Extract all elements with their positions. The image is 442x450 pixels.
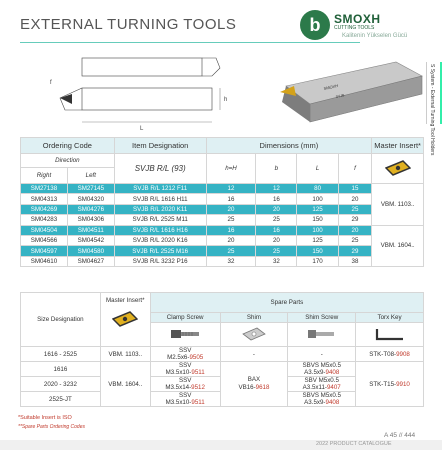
- cell-f: 20: [338, 225, 372, 235]
- header-size-designation: Size Designation: [21, 293, 101, 347]
- clamp-code-a: SSV: [178, 392, 192, 399]
- cell-size: 2020 - 3232: [21, 377, 101, 392]
- clamp-code-a: SSV: [178, 347, 192, 354]
- shim-icon: [241, 325, 267, 343]
- cell-insert: VBM. 1103..: [100, 347, 150, 362]
- cell-b: 20: [256, 204, 297, 214]
- cell-left: SM04580: [67, 246, 114, 256]
- cell-left: SM04627: [67, 256, 114, 266]
- header-item-designation: Item Designation: [114, 138, 206, 154]
- subheader-h: h=H: [206, 154, 256, 184]
- clamp-code-b: M3.5x14-: [165, 384, 192, 391]
- torx-code-b: 9910: [396, 380, 410, 388]
- cell-L: 150: [297, 215, 338, 225]
- header-dimensions: Dimensions (mm): [206, 138, 372, 154]
- header-master-insert: Master Insert*: [372, 138, 424, 154]
- drawing-label-f: f: [50, 80, 52, 86]
- clamp-screw-image-cell: [150, 323, 220, 347]
- cell-left: SM04320: [67, 194, 114, 204]
- cell-f: 29: [338, 246, 372, 256]
- cell-item: SVJB R/L 3232 P16: [114, 256, 206, 266]
- cell-size: 1616 - 2525: [21, 347, 101, 362]
- shim-screw-code-a: SBVS M5x0.5: [302, 392, 341, 399]
- drawing-label-h: h: [224, 97, 228, 103]
- cell-shim: [220, 362, 288, 407]
- header-clamp-screw: Clamp Screw: [150, 313, 220, 323]
- cell-right: SM27138: [21, 184, 68, 194]
- cell-master-insert-1: VBM. 1103..: [372, 184, 424, 226]
- torx-code-b: 9908: [396, 350, 410, 358]
- shim-screw-code-c: 9407: [326, 384, 341, 391]
- shim-screw-code-b: A3.5x9-: [304, 369, 326, 376]
- cell-right: SM04504: [21, 225, 68, 235]
- drawing-front-view-shank: [82, 88, 212, 110]
- clamp-screw-icon: [168, 325, 202, 343]
- clamp-code-c: 9511: [191, 399, 205, 406]
- clamp-code-b: M3.5x10-: [165, 369, 192, 376]
- cell-L: 125: [297, 235, 338, 245]
- cell-left: SM04276: [67, 204, 114, 214]
- tool-drawing: [20, 50, 240, 135]
- cell-f: 29: [338, 215, 372, 225]
- clamp-code-c: 9505: [189, 354, 204, 361]
- footnote-spare: **Spare Parts Ordering Codes: [18, 424, 85, 430]
- cell-b: 25: [256, 246, 297, 256]
- cell-h: 12: [206, 184, 256, 194]
- page-title: EXTERNAL TURNING TOOLS: [20, 16, 237, 33]
- subheader-f: f: [338, 154, 372, 184]
- cell-item: SVJB R/L 1616 H16: [114, 225, 206, 235]
- cell-item: SVJB R/L 1212 F11: [114, 184, 206, 194]
- header-master-insert-label: Master Insert*: [106, 297, 145, 304]
- torx-key-image-cell: [356, 323, 424, 347]
- cell-f: 38: [338, 256, 372, 266]
- cell-L: 150: [297, 246, 338, 256]
- drawing-label-L: L: [140, 126, 144, 132]
- cell-b: 12: [256, 184, 297, 194]
- cell-h: 16: [206, 225, 256, 235]
- cell-master-insert-2: VBM. 1604..: [372, 225, 424, 267]
- cell-clamp-screw: [150, 347, 220, 362]
- header-spare-parts: Spare Parts: [150, 293, 423, 313]
- clamp-code-b: M2.5x6-: [167, 354, 190, 361]
- photo-marking: SMOXH: [323, 83, 339, 91]
- footnote-insert: *Suitable Insert is ISO: [18, 415, 72, 421]
- title-divider: [20, 42, 360, 43]
- subheader-direction: Direction: [21, 154, 114, 168]
- subheader-svjb: SVJB R/L (93): [114, 154, 206, 184]
- insert-image-cell: [372, 154, 424, 184]
- tool-photo: [276, 56, 426, 136]
- logo-mark-icon: b: [300, 10, 330, 40]
- cell-h: 20: [206, 235, 256, 245]
- clamp-code-c: 9512: [191, 384, 205, 391]
- cell-left: SM27145: [67, 184, 114, 194]
- cell-f: 15: [338, 184, 372, 194]
- cell-left: SM04511: [67, 225, 114, 235]
- shim-screw-code-a: SBVS M5x0.5: [302, 362, 341, 369]
- cell-h: 20: [206, 204, 256, 214]
- cell-right: SM04283: [21, 215, 68, 225]
- subheader-b: b: [256, 154, 297, 184]
- cell-b: 16: [256, 225, 297, 235]
- header-ordering-code: Ordering Code: [21, 138, 115, 154]
- cell-shim-screw: [288, 362, 356, 377]
- cell-right: SM04597: [21, 246, 68, 256]
- cell-h: 25: [206, 215, 256, 225]
- cell-b: 16: [256, 194, 297, 204]
- shim-screw-code-a: SBV M5x0.5: [304, 377, 339, 384]
- cell-L: 100: [297, 194, 338, 204]
- cell-right: SM04313: [21, 194, 68, 204]
- drawing-top-view-shank: [82, 58, 202, 76]
- cell-h: 16: [206, 194, 256, 204]
- cell-insert: VBM. 1604..: [100, 362, 150, 407]
- clamp-code-a: SSV: [178, 362, 192, 369]
- spare-parts-table: [20, 292, 424, 407]
- header-shim: Shim: [220, 313, 288, 323]
- cell-clamp-screw: [150, 392, 220, 407]
- header-torx-key: Torx Key: [356, 313, 424, 323]
- shim-screw-image-cell: [288, 323, 356, 347]
- cell-left: SM04542: [67, 235, 114, 245]
- insert-diamond-icon: [385, 159, 411, 177]
- shim-image-cell: [220, 323, 288, 347]
- cell-L: 100: [297, 225, 338, 235]
- torx-key-icon: [373, 325, 407, 343]
- cell-size: 1616: [21, 362, 101, 377]
- shim-screw-icon: [305, 325, 339, 343]
- page-footer: [0, 440, 442, 450]
- subheader-L: L: [297, 154, 338, 184]
- cell-f: 20: [338, 194, 372, 204]
- logo-subtitle: CUTTING TOOLS: [334, 25, 375, 31]
- cell-left: SM04306: [67, 215, 114, 225]
- cell-h: 25: [206, 246, 256, 256]
- cell-b: 20: [256, 235, 297, 245]
- cell-f: 25: [338, 235, 372, 245]
- cell-shim: -: [220, 347, 288, 362]
- subheader-left: Left: [85, 172, 96, 179]
- shim-code-a: BAX: [247, 376, 261, 383]
- insert-diamond-icon: [112, 310, 138, 328]
- clamp-code-b: M3.5x10-: [165, 399, 192, 406]
- cell-h: 32: [206, 256, 256, 266]
- side-tab-label: S System - External Turning Tool Holders: [429, 64, 435, 156]
- cell-right: SM04566: [21, 235, 68, 245]
- cell-clamp-screw: [150, 377, 220, 392]
- shim-code-c: 9618: [255, 384, 270, 391]
- cell-b: 32: [256, 256, 297, 266]
- subheader-right: Right: [21, 168, 68, 183]
- shim-screw-code-c: 9408: [325, 399, 340, 406]
- cell-item: SVJB R/L 2020 K16: [114, 235, 206, 245]
- cell-item: SVJB R/L 2525 M16: [114, 246, 206, 256]
- shim-code-b: VB16-: [238, 384, 256, 391]
- cell-torx-key: [356, 347, 424, 362]
- catalogue-label: 2022 PRODUCT CATALOGUE: [316, 441, 392, 447]
- header-shim-screw: Shim Screw: [288, 313, 356, 323]
- cell-item: SVJB R/L 2020 K11: [114, 204, 206, 214]
- logo-name: SMOXH: [334, 12, 381, 26]
- cell-item: SVJB R/L 1616 H11: [114, 194, 206, 204]
- shim-screw-code-b: A3.5x9-: [304, 399, 326, 406]
- cell-shim-screw: -: [288, 347, 356, 362]
- cell-right: SM04610: [21, 256, 68, 266]
- cell-L: 170: [297, 256, 338, 266]
- cell-torx-key: [356, 362, 424, 407]
- photo-marking-code: SVJB: [335, 93, 345, 99]
- slogan: Kalitenin Yükselen Gücü: [342, 33, 408, 39]
- clamp-code-c: 9511: [191, 369, 205, 376]
- cell-right: SM04269: [21, 204, 68, 214]
- header-master-insert-2: [100, 293, 150, 347]
- cell-L: 80: [297, 184, 338, 194]
- cell-size: 2525-JT: [21, 392, 101, 407]
- cell-shim-screw: [288, 377, 356, 392]
- cell-clamp-screw: [150, 362, 220, 377]
- shim-screw-code-b: A3.5x11-: [302, 384, 327, 391]
- cell-b: 25: [256, 215, 297, 225]
- torx-code-a: STK-T08-: [369, 350, 397, 358]
- torx-code-a: STK-T15-: [369, 380, 397, 388]
- clamp-code-a: SSV: [178, 377, 192, 384]
- cell-L: 125: [297, 204, 338, 214]
- drawing-top-view-head: [202, 58, 220, 76]
- cell-item: SVJB R/L 2525 M11: [114, 215, 206, 225]
- page-number: A 45 // 444: [384, 432, 416, 439]
- cell-f: 25: [338, 204, 372, 214]
- shim-screw-code-c: 9408: [325, 369, 340, 376]
- ordering-table: [20, 137, 424, 267]
- cell-shim-screw: [288, 392, 356, 407]
